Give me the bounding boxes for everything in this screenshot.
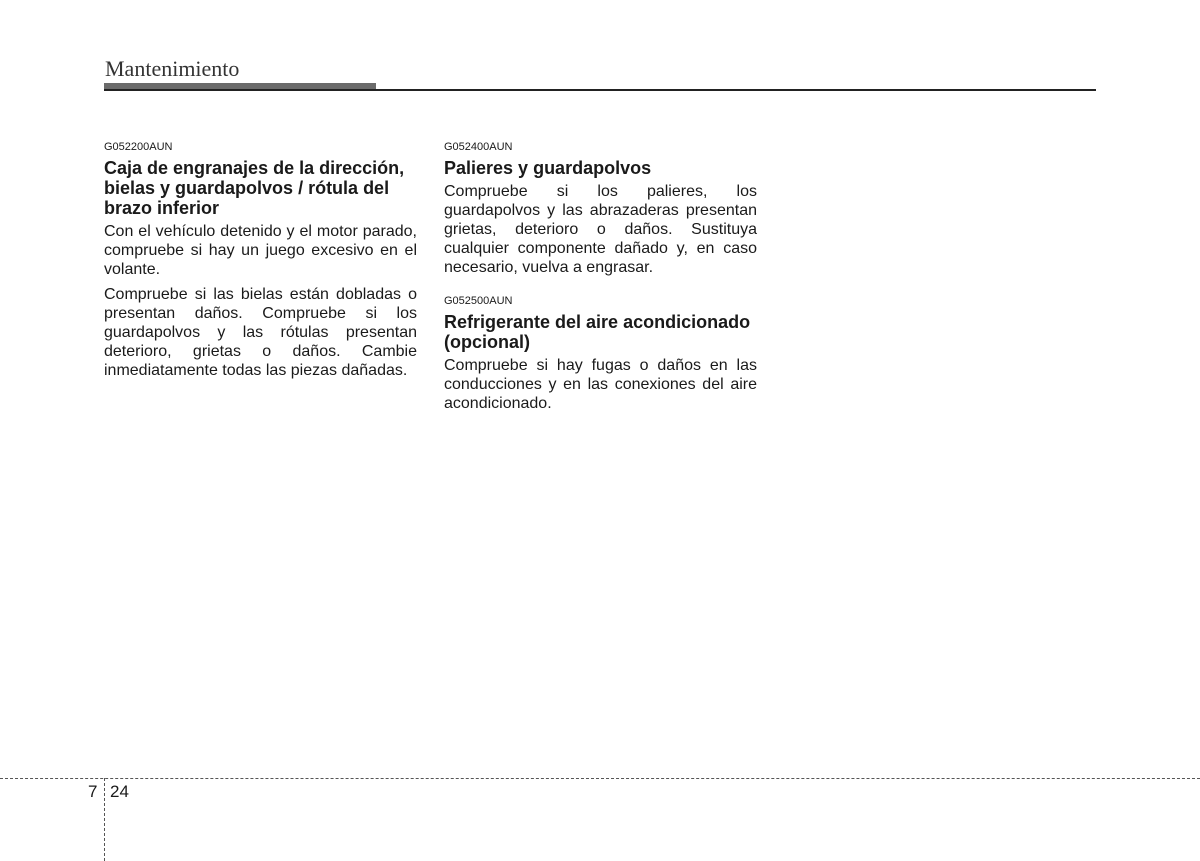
header-rule-thin [104, 89, 1096, 91]
section-ac-refrigerant [444, 294, 757, 413]
section-code: G052500AUN [444, 295, 513, 307]
section-steering [104, 140, 417, 380]
section-paragraph: Compruebe si hay fugas o daños en las conducciones y en las conexiones del aire acondicionado. [444, 357, 757, 412]
section-paragraph: Con el vehículo detenido y el motor parado, compruebe si hay un juego excesivo en el volante. [104, 223, 417, 278]
section-driveshafts [444, 140, 757, 277]
section-heading: Palieres y guardapolvos [444, 158, 652, 178]
page-header-title: Mantenimiento [105, 56, 240, 81]
section-paragraph: Compruebe si las bielas están dobladas o presentan daños. Compruebe si los guardapolvos y las rótulas presentan deterioro, grietas o daños. Cambie inmediatamente todas las piezas dañadas. [104, 286, 417, 379]
middle-column [444, 140, 757, 430]
section-code: G052400AUN [444, 141, 513, 153]
footer-dashed-divider [104, 778, 105, 861]
page-number: 24 [110, 782, 129, 801]
footer-dashed-rule [0, 778, 1200, 779]
section-code: G052200AUN [104, 141, 173, 153]
section-paragraph: Compruebe si los palieres, los guardapolvos y las abrazaderas presentan grietas, deterioro o daños. Sustituya cualquier componente dañado y, en caso necesario, vuelva a engrasar. [444, 183, 757, 276]
section-heading: Caja de engranajes de la dirección, bielas y guardapolvos / rótula del brazo inferior [104, 158, 405, 218]
left-column [104, 140, 417, 397]
section-heading: Refrigerante del aire acondicionado (opcional) [444, 312, 751, 352]
chapter-number: 7 [88, 782, 98, 801]
